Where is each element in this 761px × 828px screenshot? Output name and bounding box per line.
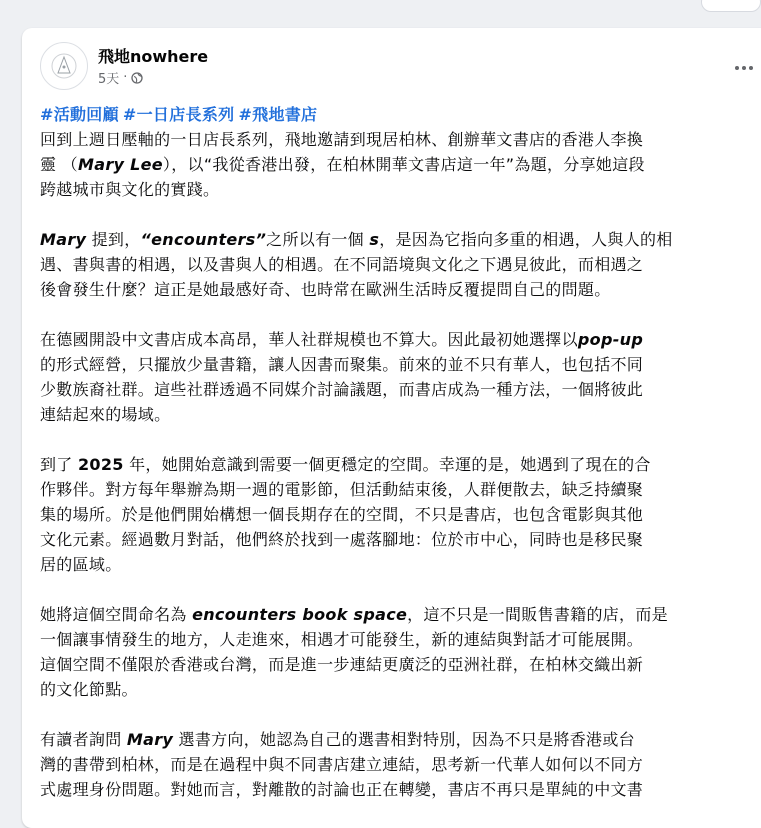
name-text: Mary: [126, 730, 174, 749]
text-line: 這個空間不僅限於香港或台灣，而是進一步連結更廣泛的亞洲社群，在柏林交織出新: [40, 655, 644, 674]
text-line: 連結起來的場域。: [40, 405, 171, 424]
text-span: ），以“我從香港出發，在柏林開華文書店這一年”為題，分享她這段: [162, 155, 645, 174]
text-line: 文化元素。經過數月對話，他們終於找到一處落腳地：位於市中心，同時也是移民聚: [40, 530, 644, 549]
more-icon-dot: [742, 66, 746, 70]
hashtag-row: [40, 102, 750, 127]
space-name-text: encounters book space: [192, 605, 408, 624]
avatar[interactable]: [40, 42, 88, 90]
hashtag-link[interactable]: #一日店長系列: [122, 105, 235, 124]
hashtag-link[interactable]: #飛地書店: [238, 105, 318, 124]
text-span: 她將這個空間命名為: [40, 605, 193, 624]
globe-icon[interactable]: [131, 72, 143, 84]
text-line: 的形式經營，只擺放少量書籍，讓人因書而聚集。前來的並不只有華人，也包括不同: [40, 355, 644, 374]
text-span: 在德國開設中文書店成本高昂，華人社群規模也不算大。因此最初她選擇以: [40, 330, 578, 349]
more-options-button[interactable]: [726, 50, 761, 86]
post-body: [40, 102, 750, 827]
text-span: 到了: [40, 455, 78, 474]
text-line: 式處理身份問題。對她而言，對離散的討論也正在轉變，書店不再只是單純的中文書: [40, 780, 644, 799]
text-line: 少數族裔社群。這些社群透過不同媒介討論議題，而書店成為一種方法，一個將彼此: [40, 380, 644, 399]
adjacent-card-edge: [701, 0, 761, 12]
name-text: Mary: [40, 230, 87, 249]
text-span: 之所以有一個: [266, 230, 370, 249]
text-line: 跨越城市與文化的實踐。: [40, 180, 220, 199]
paragraph-6: [40, 727, 750, 802]
paragraph-4: [40, 452, 750, 577]
post-meta: [98, 68, 143, 87]
post-card: [22, 28, 761, 828]
text-line: 回到上週日壓軸的一日店長系列，飛地邀請到現居柏林、創辦華文書店的香港人李換: [40, 130, 644, 149]
text-line: [40, 327, 750, 352]
text-span: ，這不只是一間販售書籍的店，而是: [407, 605, 668, 624]
text-line: 後會發生什麼？這正是她最感好奇、也時常在歐洲生活時反覆提問自己的問題。: [40, 280, 611, 299]
text-span: ，是因為它指向多重的相遇，人與人的相: [379, 230, 673, 249]
text-line: [40, 452, 750, 477]
text-line: 遇、書與書的相遇，以及書與人的相遇。在不同語境與文化之下遇見彼此，而相遇之: [40, 255, 644, 274]
paragraph-5: [40, 602, 750, 702]
paragraph-2: [40, 227, 750, 302]
feed-background: [0, 0, 761, 14]
text-line: 灣的書帶到柏林，而是在過程中與不同書店建立連結，思考新一代華人如何以不同方: [40, 755, 644, 774]
text-span: 選書方向，她認為自己的選書相對特別，因為不只是將香港或台: [173, 730, 635, 749]
separator-dot: ·: [123, 70, 128, 85]
text-line: [40, 152, 750, 177]
text-line: 的文化節點。: [40, 680, 138, 699]
text-line: [40, 727, 750, 752]
paragraph-1: [40, 127, 750, 202]
text-line: 作夥伴。對方每年舉辦為期一週的電影節，但活動結束後，人群便散去，缺乏持續聚: [40, 480, 644, 499]
text-line: 一個讓事情發生的地方，人走進來，相遇才可能發生，新的連結與對話才可能展開。: [40, 630, 644, 649]
more-icon-dot: [749, 66, 753, 70]
paragraph-3: [40, 327, 750, 427]
encounters-text: “encounters”: [140, 230, 267, 249]
nowhere-logo-icon: [49, 51, 79, 81]
popup-text: pop-up: [577, 330, 644, 349]
year-text: 2025: [78, 455, 124, 474]
text-line: 集的場所。於是他們開始構想一個長期存在的空間，不只是書店，也包含電影與其他: [40, 505, 644, 524]
name-text: Mary Lee: [78, 155, 163, 174]
hashtag-link[interactable]: #活動回顧: [40, 105, 119, 124]
text-span: 靈 （: [40, 155, 78, 174]
more-icon: [735, 66, 739, 70]
text-line: [40, 227, 750, 252]
text-span: 有讀者詢問: [40, 730, 127, 749]
post-time[interactable]: 5天: [98, 72, 120, 87]
text-line: [40, 602, 750, 627]
post-header: [40, 42, 761, 94]
post-author[interactable]: 飛地nowhere: [98, 47, 209, 66]
s-text: s: [369, 230, 380, 249]
text-line: 居的區域。: [40, 555, 122, 574]
text-span: 年，她開始意識到需要一個更穩定的空間。幸運的是，她遇到了現在的合: [123, 455, 651, 474]
text-span: 提到，: [86, 230, 141, 249]
